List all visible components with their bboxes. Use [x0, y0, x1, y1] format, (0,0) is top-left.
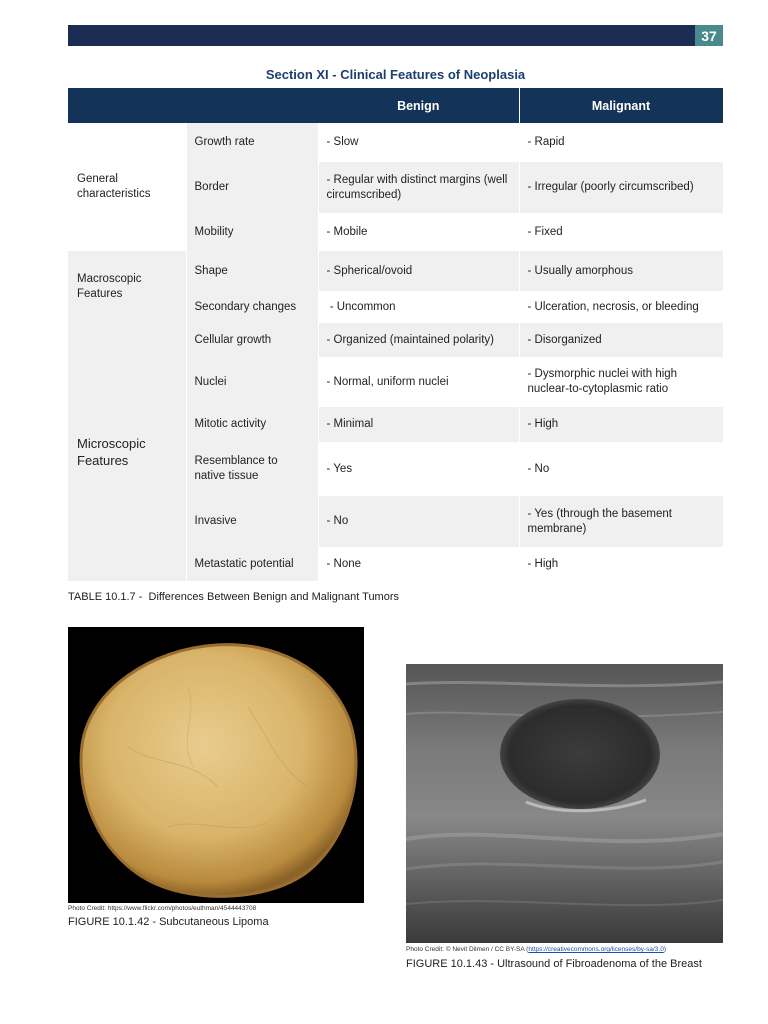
- group-label: Macroscopic Features: [68, 251, 186, 323]
- benign-cell: - Normal, uniform nuclei: [318, 357, 519, 407]
- benign-cell: - Regular with distinct margins (well circumscribed): [318, 162, 519, 213]
- malignant-cell: - High: [519, 407, 723, 442]
- malignant-cell: - Rapid: [519, 123, 723, 162]
- malignant-cell: - Fixed: [519, 213, 723, 251]
- credit-2-prefix: Photo Credit: © Nevit Dilmen / CC BY-SA (: [406, 946, 529, 953]
- photo-credit-2: [406, 946, 666, 953]
- feature-cell: Shape: [186, 251, 318, 291]
- benign-cell: - Organized (maintained polarity): [318, 323, 519, 357]
- benign-cell: - No: [318, 496, 519, 547]
- feature-cell: Invasive: [186, 496, 318, 547]
- benign-cell: - Spherical/ovoid: [318, 251, 519, 291]
- malignant-cell: - Usually amorphous: [519, 251, 723, 291]
- figure-caption-1: FIGURE 10.1.42 - Subcutaneous Lipoma: [68, 916, 269, 928]
- feature-cell: Growth rate: [186, 123, 318, 162]
- malignant-cell: - Irregular (poorly circumscribed): [519, 162, 723, 213]
- lipoma-photo: [68, 627, 364, 903]
- figure-caption-2: FIGURE 10.1.43 - Ultrasound of Fibroadenoma of the Breast: [406, 958, 702, 970]
- page-number: 37: [695, 25, 723, 46]
- header-benign: Benign: [318, 88, 519, 123]
- table-row: [68, 323, 723, 357]
- benign-cell: - Minimal: [318, 407, 519, 442]
- license-link[interactable]: https://creativecommons.org/licenses/by-sa/3.0: [528, 946, 664, 953]
- table-row: [68, 123, 723, 162]
- group-label: General characteristics: [68, 123, 186, 251]
- benign-cell: - Slow: [318, 123, 519, 162]
- comparison-table: [68, 88, 724, 581]
- table-caption: TABLE 10.1.7 - Differences Between Benign and Malignant Tumors: [68, 591, 399, 603]
- feature-cell: Cellular growth: [186, 323, 318, 357]
- credit-2-suffix: ): [663, 946, 666, 953]
- malignant-cell: - Ulceration, necrosis, or bleeding: [519, 291, 723, 323]
- feature-cell: Mitotic activity: [186, 407, 318, 442]
- malignant-cell: - Disorganized: [519, 323, 723, 357]
- header-blank-1: [68, 88, 186, 123]
- malignant-cell: - Yes (through the basement membrane): [519, 496, 723, 547]
- feature-cell: Mobility: [186, 213, 318, 251]
- ultrasound-image: [406, 664, 723, 943]
- benign-cell: - Uncommon: [318, 291, 519, 323]
- benign-cell: - Mobile: [318, 213, 519, 251]
- feature-cell: Nuclei: [186, 357, 318, 407]
- header-blank-2: [186, 88, 318, 123]
- feature-cell: Border: [186, 162, 318, 213]
- benign-cell: - Yes: [318, 442, 519, 496]
- malignant-cell: - Dysmorphic nuclei with high nuclear-to-cytoplasmic ratio: [519, 357, 723, 407]
- feature-cell: Metastatic potential: [186, 547, 318, 581]
- feature-cell: Resemblance to native tissue: [186, 442, 318, 496]
- feature-cell: Secondary changes: [186, 291, 318, 323]
- table-row: [68, 251, 723, 291]
- table-header-row: [68, 88, 723, 123]
- benign-cell: - None: [318, 547, 519, 581]
- top-banner: [68, 25, 695, 46]
- photo-credit-1: Photo Credit: https://www.flickr.com/photos/euthman/4544443708: [68, 905, 257, 912]
- header-malignant: Malignant: [519, 88, 723, 123]
- malignant-cell: - No: [519, 442, 723, 496]
- group-label: Microscopic Features: [68, 323, 186, 581]
- section-title: Section XI - Clinical Features of Neoplasia: [265, 67, 526, 82]
- malignant-cell: - High: [519, 547, 723, 581]
